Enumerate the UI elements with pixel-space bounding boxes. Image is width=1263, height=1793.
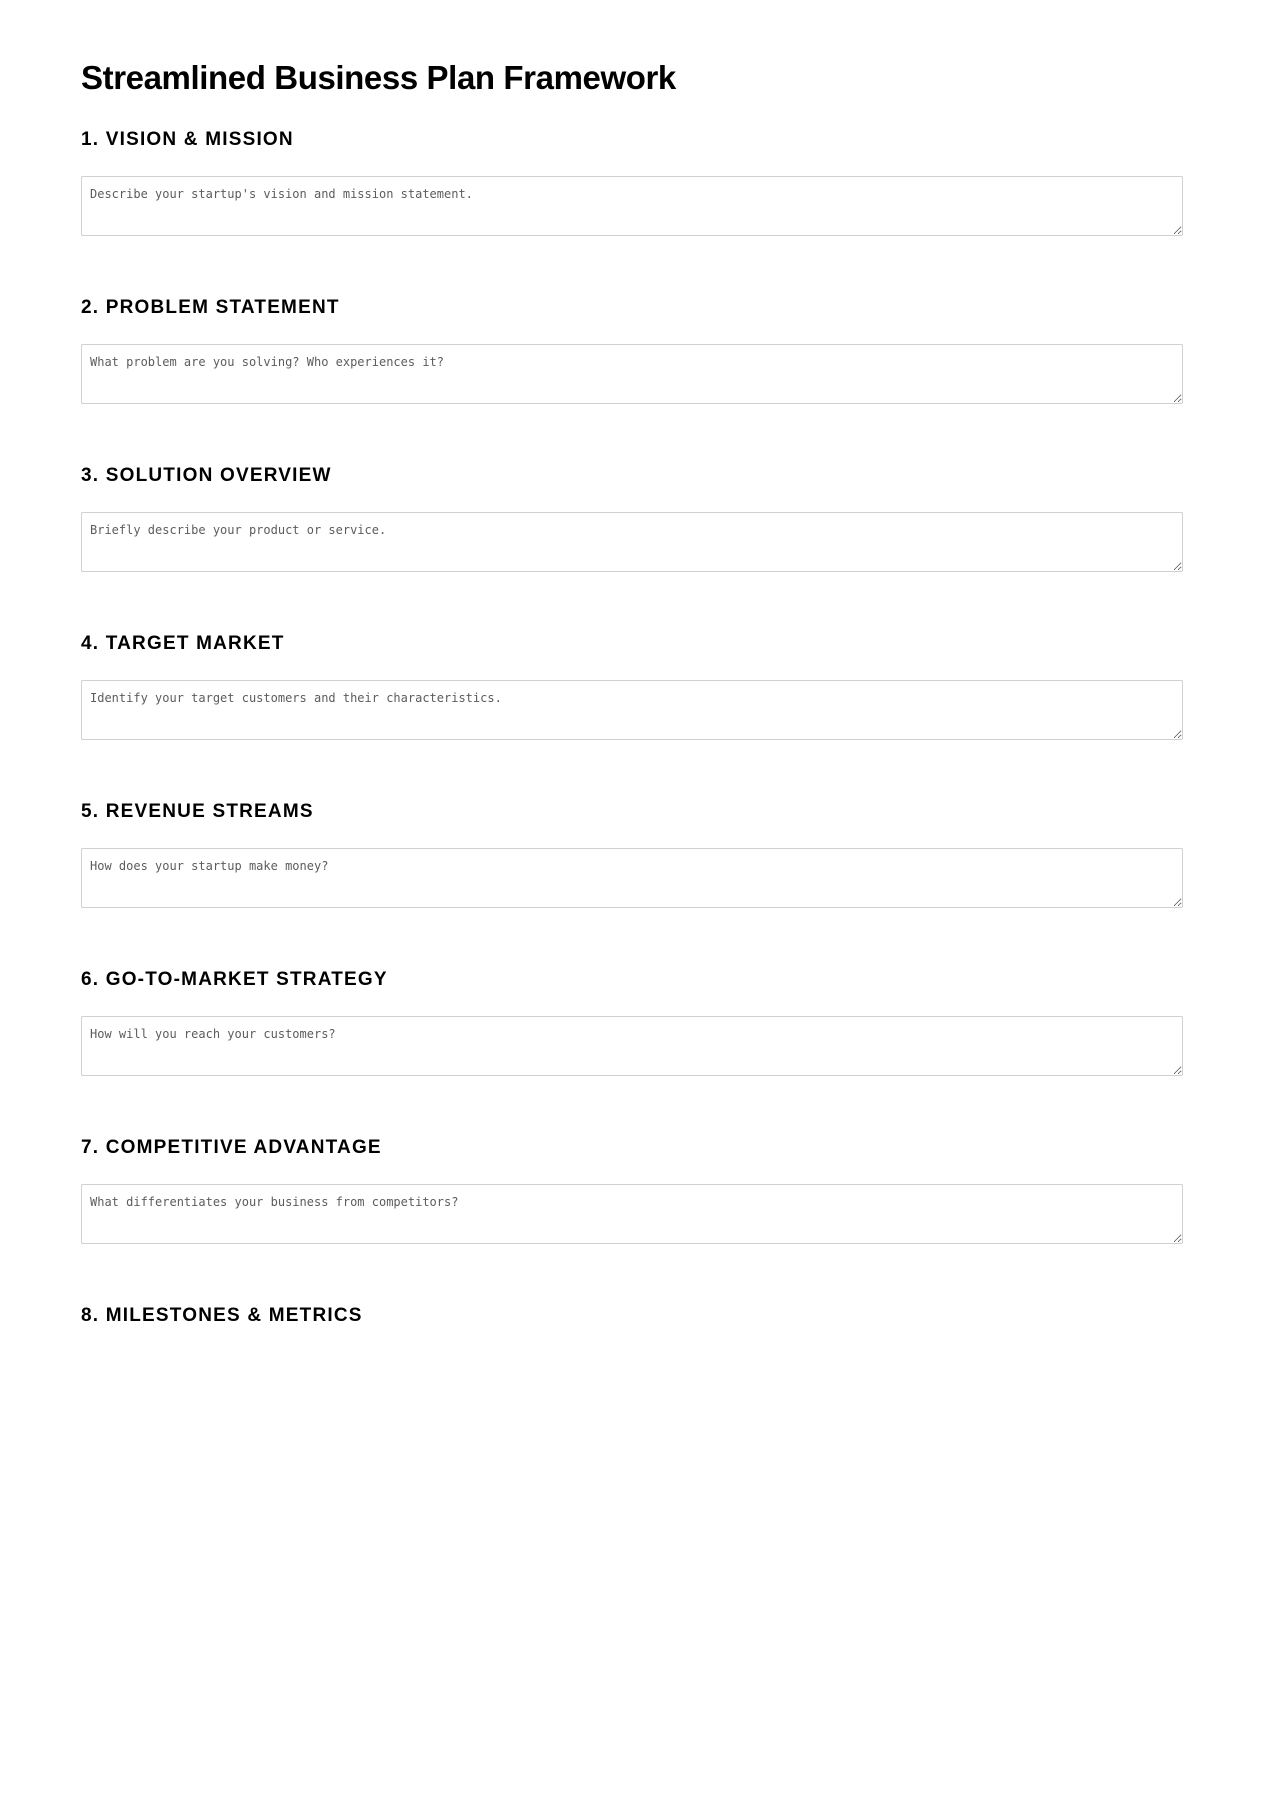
vision-mission-textarea[interactable]: [81, 176, 1183, 236]
section-heading-vision-mission: 1. VISION & MISSION: [81, 129, 294, 150]
section-heading-go-to-market: 6. GO-TO-MARKET STRATEGY: [81, 969, 388, 990]
competitive-advantage-textarea[interactable]: [81, 1184, 1183, 1244]
section-heading-problem-statement: 2. PROBLEM STATEMENT: [81, 297, 340, 318]
solution-overview-textarea[interactable]: [81, 512, 1183, 572]
section-go-to-market: [81, 968, 1182, 1076]
section-problem-statement: [81, 296, 1182, 404]
section-heading-target-market: 4. TARGET MARKET: [81, 633, 285, 654]
section-competitive-advantage: [81, 1136, 1182, 1244]
go-to-market-textarea[interactable]: [81, 1016, 1183, 1076]
section-milestones-metrics: [81, 1304, 1182, 1328]
section-heading-solution-overview: 3. SOLUTION OVERVIEW: [81, 465, 332, 486]
page-title: Streamlined Business Plan Framework: [81, 59, 676, 96]
section-heading-competitive-advantage: 7. COMPETITIVE ADVANTAGE: [81, 1137, 382, 1158]
revenue-streams-textarea[interactable]: [81, 848, 1183, 908]
section-target-market: [81, 632, 1182, 740]
target-market-textarea[interactable]: [81, 680, 1183, 740]
section-solution-overview: [81, 464, 1182, 572]
section-heading-revenue-streams: 5. REVENUE STREAMS: [81, 801, 314, 822]
problem-statement-textarea[interactable]: [81, 344, 1183, 404]
section-revenue-streams: [81, 800, 1182, 908]
section-heading-milestones-metrics: 8. MILESTONES & METRICS: [81, 1305, 363, 1326]
section-vision-mission: [81, 128, 1182, 236]
